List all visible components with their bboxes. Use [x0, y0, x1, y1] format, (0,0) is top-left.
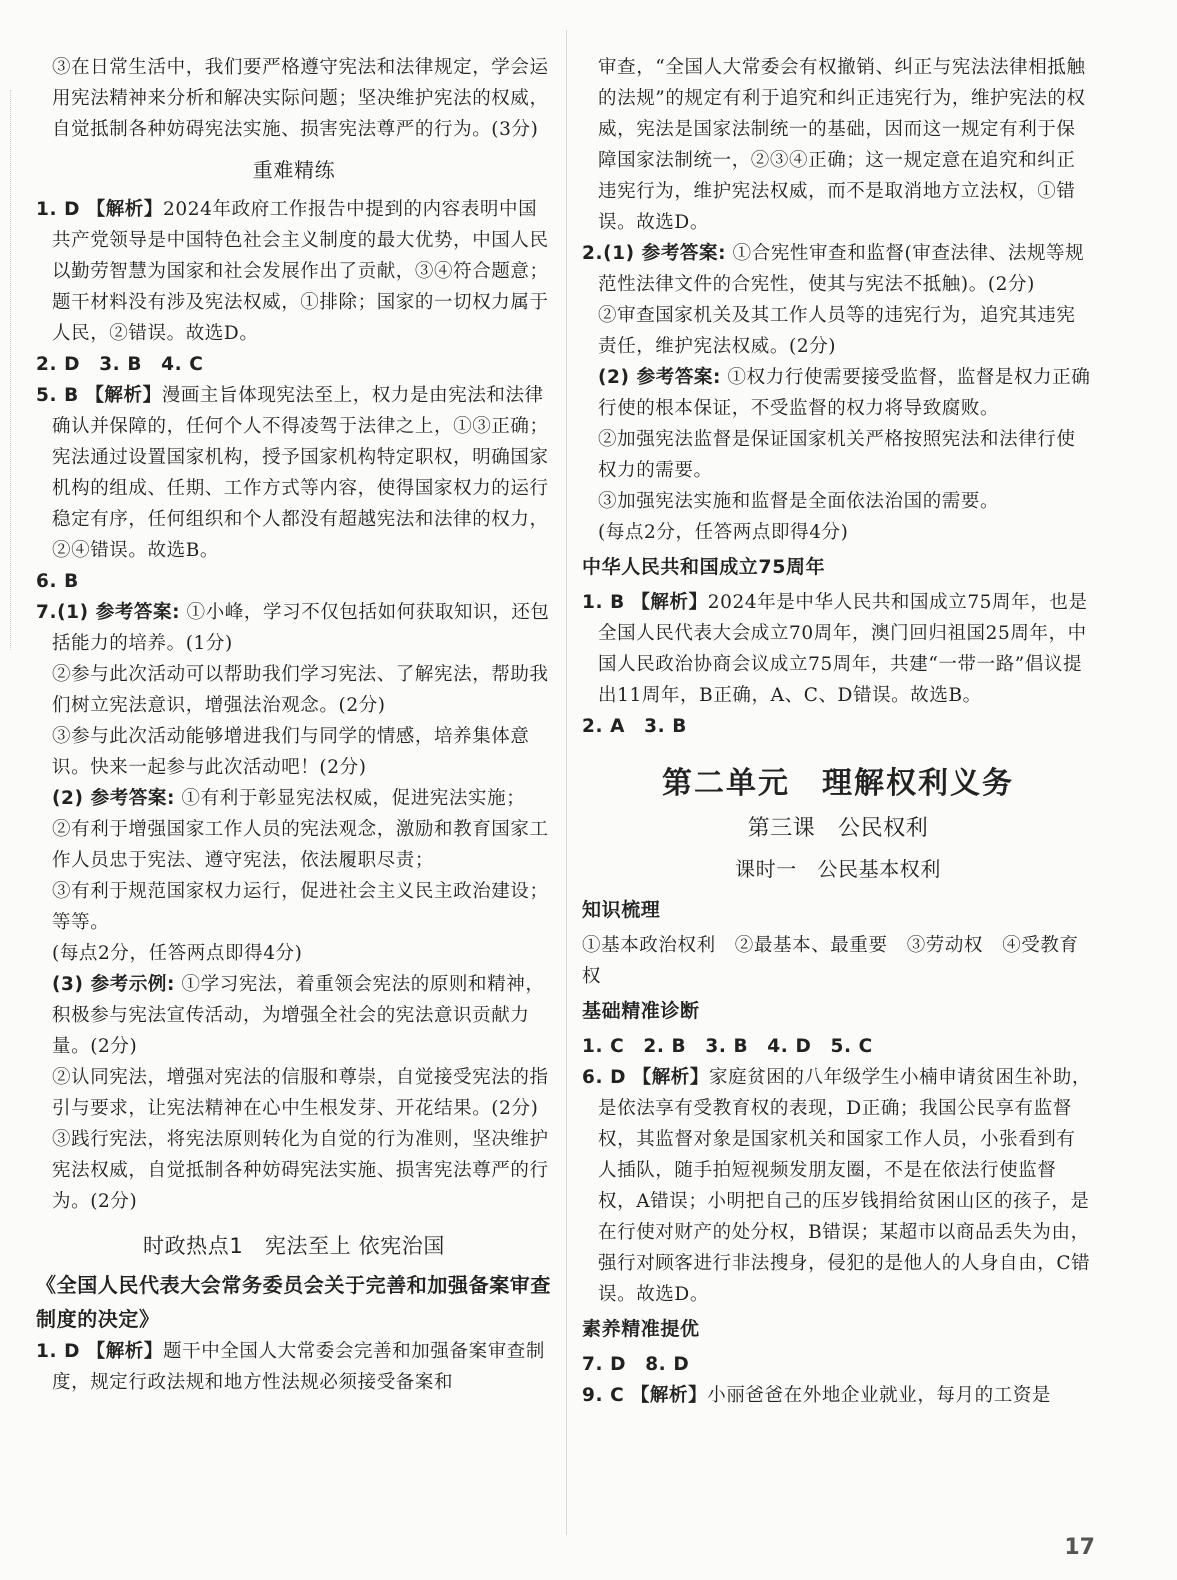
analysis-tag: 【解析】 — [631, 592, 708, 613]
section-title-quality-improvement: 素养精准提优 — [582, 1318, 700, 1340]
answer-point: ①权力行使需要接受监督，监督是权力正确行使的根本保证，不受监督的权力将导致腐败。 — [598, 367, 1091, 419]
analysis-text: 2024年是中华人民共和国成立75周年，也是全国人民代表大会成立70周年，澳门回归祖国25周年，中国人民政治协商会议成立75周年，共建“一带一路”倡议提出11周年，B正确，A、C、D错误。故选B。 — [598, 592, 1088, 706]
answer-item-6: 6. B — [36, 571, 79, 592]
analysis-text: 家庭贫困的八年级学生小楠申请贫困生补助，是依法享有受教育权的表现，D正确；我国公民享有监督权，其监督对象是国家机关和国家工作人员，小张看到有人插队，随手拍短视频发朋友圈，不是在依法行使监督权，A错误；小明把自己的压岁钱捐给贫困山区的孩子，是在行使对财产的处分权，B错误；某超市以商品丢失为由，强行对顾客进行非法搜身，侵犯的是他人的人身自由，C错误。故选D。 — [598, 1067, 1092, 1305]
answer-point: ②有利于增强国家工作人员的宪法观念，激励和教育国家工作人员忠于宪法、遵守宪法，依法履职尽责； — [52, 819, 549, 871]
answer-point: ①有利于彰显宪法权威，促进宪法实施； — [181, 788, 526, 809]
answer-items-7-8: 7. D 8. D — [582, 1354, 690, 1375]
answer-number: 2. — [582, 243, 604, 264]
answer-item-5 — [36, 380, 552, 566]
answer-number: 1. D — [36, 199, 81, 220]
section-title-basic-diagnosis: 基础精准诊断 — [582, 1000, 700, 1022]
answer-number: 1. D — [36, 1341, 81, 1362]
section-title-hot-topic: 时政热点1 宪法至上 依宪治国 — [142, 1234, 446, 1258]
answer-point: ②参与此次活动可以帮助我们学习宪法、了解宪法，帮助我们树立宪法意识，增强法治观念。(2分) — [52, 664, 549, 716]
anniversary-answer-item-1 — [582, 587, 1094, 711]
score-note: (每点2分，任答两点即得4分) — [52, 943, 303, 964]
analysis-tag: 【解析】 — [85, 385, 162, 406]
answer-item-9 — [582, 1380, 1094, 1411]
section-title-anniversary: 中华人民共和国成立75周年 — [582, 556, 826, 578]
hot-answer-item-1 — [36, 1336, 552, 1398]
analysis-text: 2024年政府工作报告中提到的内容表明中国共产党领导是中国特色社会主义制度的最大优势，中国人民以勤劳智慧为国家和社会发展作出了贡献，③④符合题意；题干材料没有涉及宪法权威，①排除；国家的一切权力属于人民，②错误。故选D。 — [52, 199, 549, 344]
analysis-tag: 【解析】 — [86, 199, 163, 220]
document-title: 《全国人民代表大会常务委员会关于完善和加强备案审查制度的决定》 — [36, 1273, 551, 1331]
anniversary-answer-items-2-3: 2. A 3. B — [582, 716, 688, 737]
answer-point: ①学习宪法，着重领会宪法的原则和精神，积极参与宪法宣传活动，为增强全社会的宪法意识贡献力量。(2分) — [52, 974, 545, 1057]
page-number: 17 — [1064, 1535, 1095, 1560]
analysis-text: 题干中全国人大常委会完善和加强备案审查制度，规定行政法规和地方性法规必须接受备案和 — [52, 1341, 546, 1393]
answer-item-7-part-2 — [36, 783, 552, 814]
period-title: 课时一 公民基本权利 — [735, 857, 941, 881]
answer-item-1 — [36, 194, 552, 349]
reference-answer-label: (2) 参考答案: — [52, 788, 176, 809]
answer-point: ①合宪性审查和监督(审查法律、法规等规范性法律文件的合宪性，使其与宪法不抵触)。(2分) — [598, 243, 1085, 295]
answer-item-7-part-1 — [36, 597, 552, 659]
answer-point: ①小峰，学习不仅包括如何获取知识，还包括能力的培养。(1分) — [52, 602, 550, 654]
paragraph-intro: ③在日常生活中，我们要严格遵守宪法和法律规定，学会运用宪法精神来分析和解决实际问题；坚决维护宪法的权威，自觉抵制各种妨碍宪法实施、损害宪法尊严的行为。(3分) — [52, 57, 549, 140]
left-column — [36, 52, 552, 1398]
right-column — [582, 52, 1094, 1411]
reference-answer-label: (1) 参考答案: — [603, 243, 727, 264]
answer-number: 7. — [36, 602, 58, 623]
knowledge-text: ①基本政治权利 ②最基本、最重要 ③劳动权 ④受教育权 — [582, 935, 1079, 987]
binding-edge — [0, 90, 11, 650]
answer-items-2-4: 2. D 3. B 4. C — [36, 354, 204, 375]
answer-number: 1. B — [582, 592, 625, 613]
answer-items-1-5: 1. C 2. B 3. B 4. D 5. C — [582, 1036, 873, 1057]
column-divider — [566, 30, 567, 1535]
hot-answer-item-2-part-1 — [582, 238, 1094, 300]
lesson-title: 第三课 公民权利 — [747, 816, 929, 841]
answer-point: ②加强宪法监督是保证国家机关严格按照宪法和法律行使权力的需要。 — [598, 429, 1076, 481]
answer-number: 5. B — [36, 385, 79, 406]
answer-point: ③加强宪法实施和监督是全面依法治国的需要。 — [598, 491, 1000, 512]
reference-example-label: (3) 参考示例: — [52, 974, 176, 995]
section-title-knowledge: 知识梳理 — [582, 899, 661, 921]
answer-number: 6. D — [582, 1067, 627, 1088]
answer-number: 9. C — [582, 1385, 625, 1406]
hot-answer-item-2-part-2 — [582, 362, 1094, 424]
analysis-text: 漫画主旨体现宪法至上，权力是由宪法和法律确认并保障的，任何个人不得凌驾于法律之上，①③正确；宪法通过设置国家机构，授予国家机构特定职权，明确国家机构的组成、任期、工作方式等内容，使得国家权力的运行稳定有序，任何组织和个人都没有超越宪法和法律的权力，②④错误。故选B。 — [52, 385, 549, 561]
analysis-tag: 【解析】 — [86, 1341, 163, 1362]
section-title-practice: 重难精练 — [252, 158, 336, 182]
answer-point: ②审查国家机关及其工作人员等的违宪行为，追究其违宪责任，维护宪法权威。(2分) — [598, 305, 1076, 357]
analysis-tag: 【解析】 — [630, 1385, 708, 1406]
analysis-continuation: 审查，“全国人大常委会有权撤销、纠正与宪法法律相抵触的法规”的规定有利于追究和纠正违宪行为，维护宪法的权威，宪法是国家法制统一的基础，因而这一规定有利于保障国家法制统一，②③④正确；这一规定意在追究和纠正违宪行为，维护宪法权威，而不是取消地方立法权，①错误。故选D。 — [598, 57, 1086, 233]
answer-point: ②认同宪法，增强对宪法的信服和尊崇，自觉接受宪法的指引与要求，让宪法精神在心中生根发芽、开花结果。(2分) — [52, 1067, 549, 1119]
answer-point: ③践行宪法，将宪法原则转化为自觉的行为准则，坚决维护宪法权威，自觉抵制各种妨碍宪法实施、损害宪法尊严的行为。(2分) — [52, 1129, 549, 1212]
analysis-text: 小丽爸爸在外地企业就业，每月的工资是 — [707, 1385, 1052, 1406]
reference-answer-label: (1) 参考答案: — [57, 602, 181, 623]
reference-answer-label: (2) 参考答案: — [598, 367, 722, 388]
analysis-tag: 【解析】 — [632, 1067, 709, 1088]
answer-item-7-part-3 — [36, 969, 552, 1062]
score-note: (每点2分，任答两点即得4分) — [598, 522, 849, 543]
answer-point: ③参与此次活动能够增进我们与同学的情感，培养集体意识。快来一起参与此次活动吧！(2分) — [52, 726, 530, 778]
answer-item-6 — [582, 1062, 1094, 1310]
unit-title: 第二单元 理解权利义务 — [662, 766, 1014, 801]
answer-point: ③有利于规范国家权力运行，促进社会主义民主政治建设；等等。 — [52, 881, 549, 933]
